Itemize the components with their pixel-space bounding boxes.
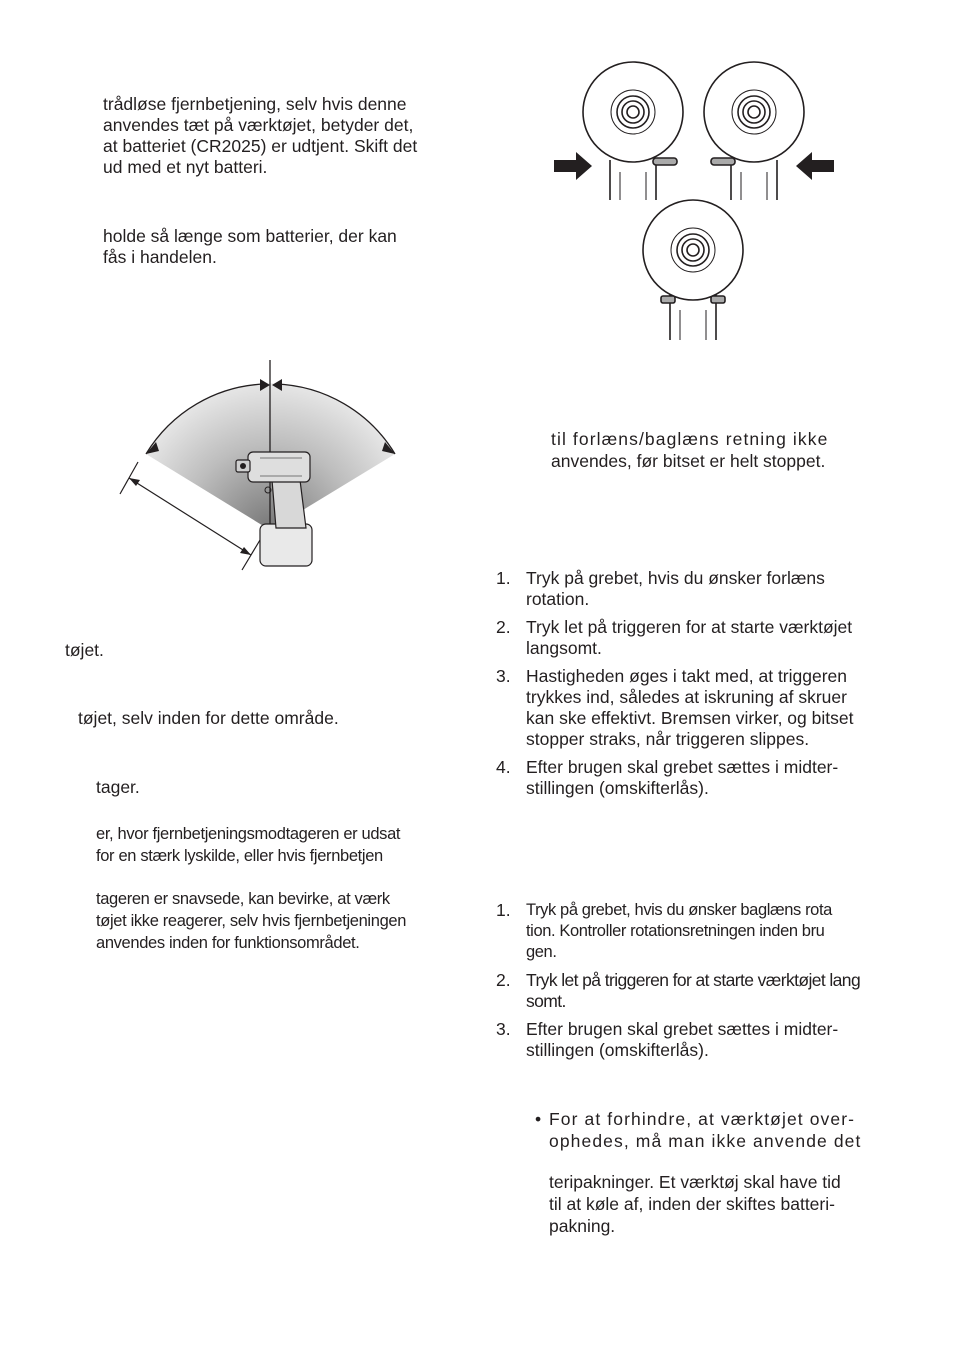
receiver-line: tager. (96, 777, 140, 797)
step-line: stillingen (omskifterlås). (526, 778, 709, 798)
overheat-line: ophedes, må man ikke anvende det (549, 1131, 862, 1151)
step-number: 2. (496, 970, 511, 990)
overheat-note (535, 1108, 889, 1152)
overheat-line: For at forhindre, at værktøjet over- (549, 1109, 856, 1129)
step-line: tion. Kontroller rotationsretningen inden bru (526, 922, 825, 940)
step-line: Efter brugen skal grebet sættes i midter- (526, 1019, 839, 1039)
list-item (496, 757, 889, 799)
list-item (496, 1019, 889, 1061)
step-line: trykkes ind, således at iskruning af skruer (526, 687, 847, 707)
step-line: gen. (526, 943, 557, 961)
step-line: langsomt. (526, 638, 602, 658)
step-number: 2. (496, 617, 511, 637)
overheat-line: teripakninger. Et værktøj skal have tid (549, 1172, 841, 1192)
overheat-note-continued (549, 1171, 889, 1237)
receiver-text-1 (96, 777, 140, 798)
list-item (496, 617, 889, 659)
list-item (496, 568, 889, 610)
receiver-line: er, hvor fjernbetjeningsmodtageren er udsat (96, 825, 401, 843)
receiver-line: tageren er snavsede, kan bevirke, at værk (96, 890, 390, 908)
receiver-line: anvendes inden for funktionsområdet. (96, 934, 360, 952)
receiver-line: for en stærk lyskilde, eller hvis fjernbetjen (96, 847, 383, 865)
receiver-line: tøjet ikke reagerer, selv hvis fjernbetjeningen (96, 912, 407, 930)
remote-battery-paragraph (103, 94, 457, 178)
step-line: rotation. (526, 589, 590, 609)
receiver-text-3 (96, 888, 458, 954)
step-number: 1. (496, 568, 511, 588)
range-line: tøjet. (65, 640, 104, 660)
battery-life-line: fås i handelen. (103, 247, 217, 267)
forward-steps-list (496, 568, 889, 806)
step-number: 1. (496, 900, 511, 920)
range-text-2 (78, 708, 339, 729)
list-item (496, 970, 889, 1012)
warning-paragraph (551, 428, 889, 472)
overheat-line: pakning. (549, 1216, 616, 1236)
range-text-1 (65, 640, 104, 661)
step-line: stopper straks, når triggeren slippes. (526, 729, 810, 749)
range-line: tøjet, selv inden for dette område. (78, 708, 339, 728)
warning-line: til forlæns/baglæns retning ikke (551, 429, 829, 449)
step-line: stillingen (omskifterlås). (526, 1040, 709, 1060)
remote-battery-line: trådløse fjernbetjening, selv hvis denne (103, 94, 407, 114)
receiver-text-2 (96, 823, 458, 867)
step-line: Tryk let på triggeren for at starte værktøjet lang (526, 970, 861, 990)
step-line: Tryk på grebet, hvis du ønsker baglæns rota (526, 901, 832, 919)
warning-line: anvendes, før bitset er helt stoppet. (551, 451, 826, 471)
forward-reverse-selector-icon (548, 60, 838, 342)
reverse-steps-list (496, 900, 889, 1068)
bullet-mark: • (535, 1109, 543, 1129)
battery-life-line: holde så længe som batterier, der kan (103, 226, 397, 246)
step-number: 3. (496, 1019, 511, 1039)
battery-life-paragraph (103, 226, 457, 268)
remote-battery-line: at batteriet (CR2025) er udtjent. Skift det (103, 136, 418, 156)
step-line: Tryk på grebet, hvis du ønsker forlæns (526, 568, 825, 588)
list-item (496, 666, 889, 750)
step-line: Tryk let på triggeren for at starte værktøjet (526, 617, 853, 637)
list-item (496, 900, 889, 963)
remote-range-diagram-icon (110, 352, 410, 577)
step-line: somt. (526, 991, 566, 1011)
remote-battery-line: ud med et nyt batteri. (103, 157, 268, 177)
remote-battery-line: anvendes tæt på værktøjet, betyder det, (103, 115, 414, 135)
step-line: Hastigheden øges i takt med, at triggeren (526, 666, 848, 686)
step-number: 4. (496, 757, 511, 777)
step-line: kan ske effektivt. Bremsen virker, og bitset (526, 708, 854, 728)
step-line: Efter brugen skal grebet sættes i midter- (526, 757, 839, 777)
overheat-line: til at køle af, inden der skiftes batteri- (549, 1194, 835, 1214)
step-number: 3. (496, 666, 511, 686)
